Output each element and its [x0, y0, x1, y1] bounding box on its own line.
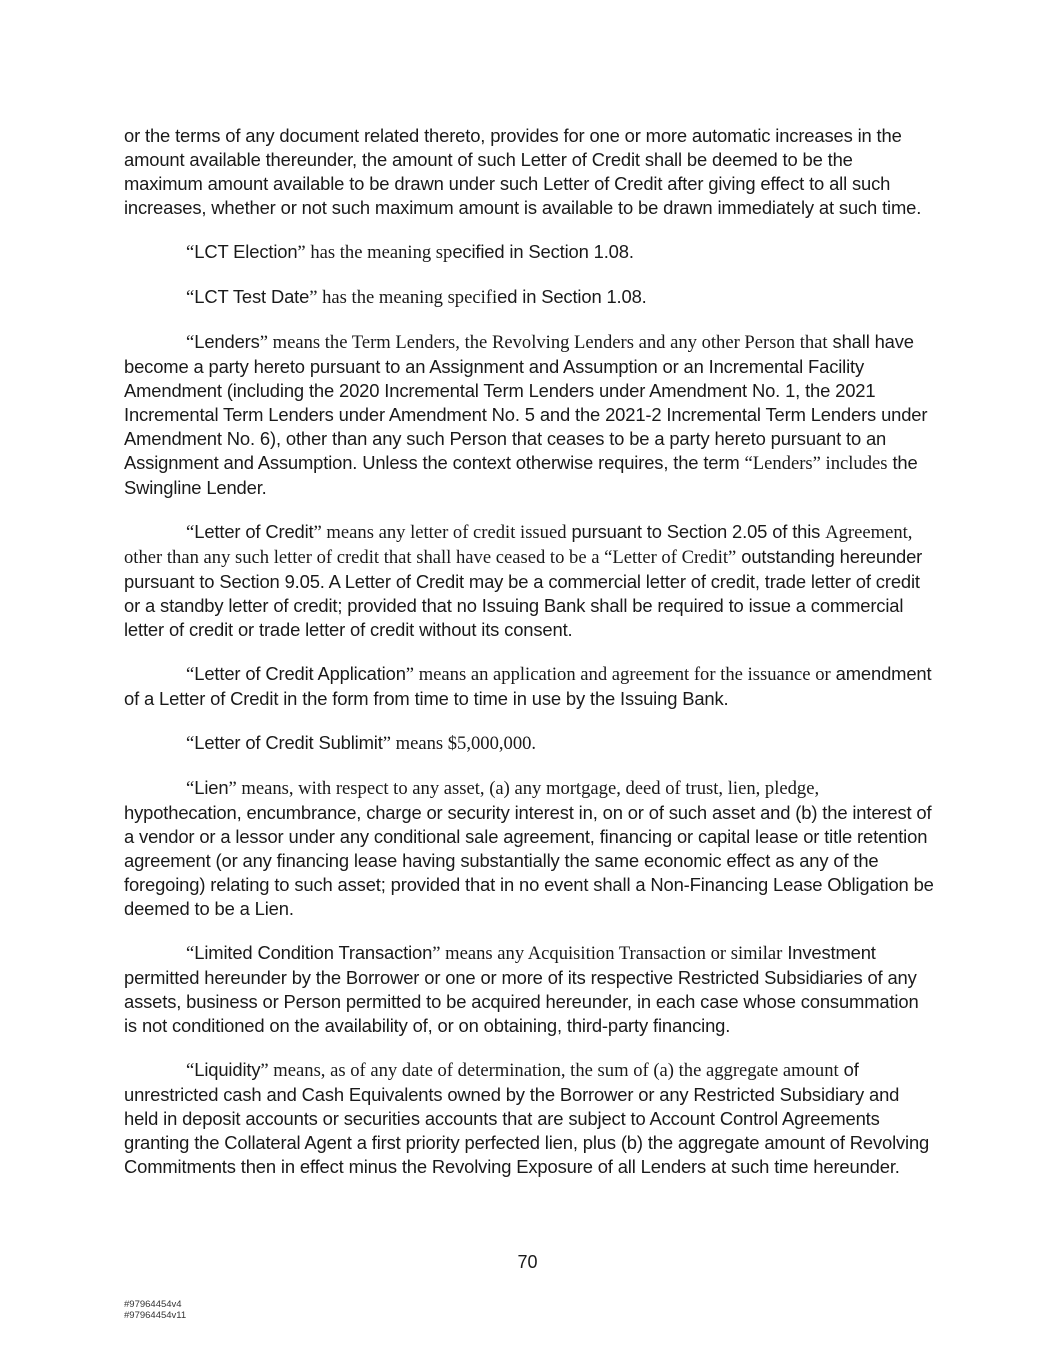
definition-text: of unrestricted cash and Cash Equivalents owned by the Borrower or any Restricted Subsidiary and held in deposit accounts or securities accounts that are subject to Account Control Agreements granting the Collateral Agent a first priority perfected lien, plus (b) the aggregate amount of Revolving Commitments then in effect minus the Revolving Exposure of all Lenders at such time hereunder. [124, 1059, 930, 1177]
definition-text-tail: the Swingline Lender. [124, 452, 918, 498]
close-quote: ” [260, 1060, 269, 1081]
definition-text-serif: has the meaning specifi [317, 287, 498, 308]
defined-term: Letter of Credit Sublimit [194, 732, 383, 753]
defined-term: Liquidity [194, 1059, 261, 1080]
definition-paragraph [124, 330, 934, 500]
defined-term: LCT Election [194, 241, 298, 262]
definition-text: hypothecation, encumbrance, charge or security interest in, on or of such asset and (b) the interest of a vendor or a lessor under any conditional sale agreement, financing or capital lease or title retention agreement (or any financing lease having substantially the same economic effect as any of the foregoing) relating to such asset; provided that in no event shall a Non-Financing Lease Obligation be deemed to be a Lien. [124, 802, 934, 919]
open-quote: “ [186, 778, 195, 799]
definition-text-serif: means $5,000,000. [390, 733, 537, 754]
definition-text-serif: means the Term Lenders, the Revolving Lenders and any other Person that [267, 332, 828, 353]
definition-text: shall have become a party hereto pursuant to an Assignment and Assumption or an Incremental Facility Amendment (including the 2020 Incremental Term Lenders under Amendment No. 1, the 2021 Incremental Term Lenders under Amendment No. 5 and the 2021-2 Incremental Term Lenders under Amendment No. 6), other than any such Person that ceases to be a party hereto pursuant to an Assignment and Assumption. Unless the context otherwise requires, the term [124, 331, 928, 473]
definition-text: Investment permitted hereunder by the Borrower or one or more of its respective Restricted Subsidiaries of any assets, business or Person permitted to be acquired hereunder, in each case whose consummation is not conditioned on the availability of, or on obtaining, third-party financing. [124, 942, 919, 1036]
close-quote: ” [259, 332, 268, 353]
defined-term: LCT Test Date [194, 286, 310, 307]
definition-paragraph [124, 731, 934, 756]
definition-text-serif: means any letter of credit issued [321, 522, 567, 543]
open-quote: “ [186, 1060, 195, 1081]
open-quote: “ [186, 943, 195, 964]
document-page [124, 124, 934, 1199]
doc-id-v4: #97964454v4 [124, 1299, 182, 1310]
definition-text-serif-tail: Agreement, other than any such letter of credit that shall have ceased to be a “Letter of Credit” [124, 522, 913, 568]
close-quote: ” [228, 778, 237, 799]
defined-term: Letter of Credit [194, 521, 314, 542]
open-quote: “ [186, 733, 195, 754]
definition-text-serif: means, with respect to any asset, (a) any mortgage, deed of trust, lien, pledge, [236, 778, 820, 799]
open-quote: “ [186, 522, 195, 543]
defined-term: Limited Condition Transaction [194, 942, 433, 963]
definition-paragraph [124, 520, 934, 642]
close-quote: ” [297, 242, 306, 263]
definition-text-serif: means any Acquisition Transaction or similar [440, 943, 783, 964]
definitions-list [124, 240, 934, 1179]
definition-text-serif: has the meaning sp [305, 242, 453, 263]
definition-text-serif: means an application and agreement for the issuance or [414, 664, 831, 685]
close-quote: ” [432, 943, 441, 964]
doc-id-v11: #97964454v11 [124, 1310, 187, 1321]
defined-term: Letter of Credit Application [194, 663, 406, 684]
open-quote: “ [186, 332, 195, 353]
open-quote: “ [186, 242, 195, 263]
definition-paragraph [124, 1058, 934, 1179]
definition-text-serif: means, as of any date of determination, the sum of (a) the aggregate amount [268, 1060, 839, 1081]
definition-text: amendment of a Letter of Credit in the form from time to time in use by the Issuing Bank. [124, 663, 932, 709]
close-quote: ” [405, 664, 415, 685]
definition-paragraph [124, 941, 934, 1038]
definition-paragraph [124, 662, 934, 711]
defined-term: Lien [194, 777, 229, 798]
definition-text-serif-tail: “Lenders” includes [744, 453, 888, 474]
definition-paragraph [124, 285, 934, 310]
definition-paragraph [124, 240, 934, 265]
close-quote: ” [382, 733, 391, 754]
continuation-paragraph: or the terms of any document related thereto, provides for one or more automatic increases in the amount available thereunder, the amount of such Letter of Credit shall be deemed to be the maximum amount available to be drawn under such Letter of Credit after giving effect to all such increases, whether or not such maximum amount is available to be drawn immediately at such time. [124, 125, 922, 218]
page-number: 70 [517, 1252, 538, 1272]
defined-term: Lenders [194, 331, 260, 352]
definition-paragraph [124, 776, 934, 921]
definition-text: ed in Section 1.08. [497, 286, 647, 307]
document-ids [124, 1299, 186, 1321]
open-quote: “ [186, 664, 195, 685]
definition-text: pursuant to Section 2.05 of this [566, 521, 826, 542]
close-quote: ” [313, 522, 322, 543]
close-quote: ” [309, 287, 318, 308]
definition-text-tail: outstanding hereunder pursuant to Section 9.05. A Letter of Credit may be a commercial letter of credit, trade letter of credit or a standby letter of credit; provided that no Issuing Bank shall be required to issue a commercial letter of credit or trade letter of credit without its consent. [124, 546, 923, 640]
definition-text: ecified in Section 1.08. [452, 241, 634, 262]
open-quote: “ [186, 287, 195, 308]
